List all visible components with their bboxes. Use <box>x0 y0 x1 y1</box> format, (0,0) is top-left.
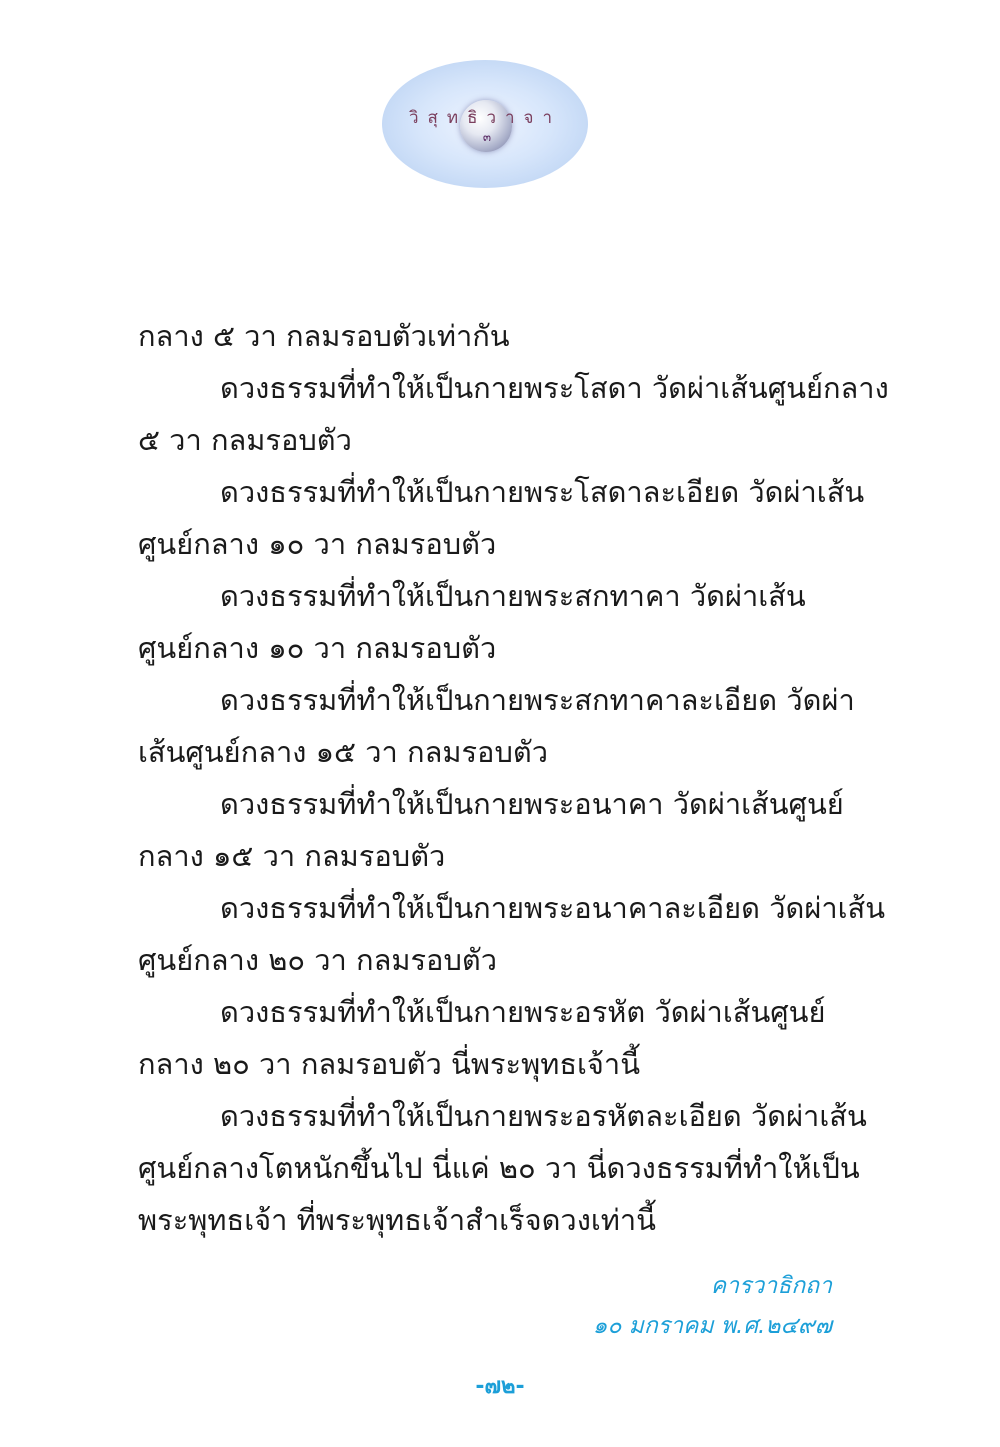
body-text <box>138 310 889 1246</box>
signature-title: คารวาธิกถา <box>710 1273 832 1299</box>
text-line: เส้นศูนย์กลาง ๑๕ วา กลมรอบตัว <box>138 735 548 769</box>
text-line: กลาง ๒๐ วา กลมรอบตัว นี่พระพุทธเจ้านี้ <box>138 1047 641 1081</box>
text-line: ดวงธรรมที่ทำให้เป็นกายพระอนาคา วัดผ่าเส้นศูนย์ <box>220 787 844 821</box>
logo-mark: ๓ <box>482 130 492 144</box>
text-line: ดวงธรรมที่ทำให้เป็นกายพระสกทาคา วัดผ่าเส้น <box>220 579 806 613</box>
text-line: ดวงธรรมที่ทำให้เป็นกายพระโสดาละเอียด วัดผ่าเส้น <box>220 475 865 509</box>
text-line: ศูนย์กลาง ๑๐ วา กลมรอบตัว <box>138 631 497 665</box>
text-line: ศูนย์กลาง ๒๐ วา กลมรอบตัว <box>138 943 498 977</box>
page-number: -๗๒- <box>475 1374 525 1399</box>
text-line: กลาง ๕ วา กลมรอบตัวเท่ากัน <box>138 319 510 353</box>
text-line: กลาง ๑๕ วา กลมรอบตัว <box>138 839 446 873</box>
text-line: ดวงธรรมที่ทำให้เป็นกายพระอนาคาละเอียด วัดผ่าเส้น <box>220 891 886 925</box>
header-logo <box>382 60 588 188</box>
text-line: ศูนย์กลาง ๑๐ วา กลมรอบตัว <box>138 527 497 561</box>
text-line: ดวงธรรมที่ทำให้เป็นกายพระโสดา วัดผ่าเส้นศูนย์กลาง <box>220 371 889 405</box>
text-line: ศูนย์กลางโตหนักขึ้นไป นี่แค่ ๒๐ วา นี่ดวงธรรมที่ทำให้เป็น <box>138 1151 860 1185</box>
text-line: ดวงธรรมที่ทำให้เป็นกายพระสกทาคาละเอียด วัดผ่า <box>220 683 855 717</box>
text-line: ดวงธรรมที่ทำให้เป็นกายพระอรหัตละเอียด วัดผ่าเส้น <box>220 1099 867 1133</box>
signature-date: ๑๐ มกราคม พ.ศ.๒๔๙๗ <box>592 1313 832 1339</box>
text-line: ๕ วา กลมรอบตัว <box>138 423 352 457</box>
text-line: ดวงธรรมที่ทำให้เป็นกายพระอรหัต วัดผ่าเส้นศูนย์ <box>220 995 826 1029</box>
logo-title: วิสุทธิวาจา <box>408 108 562 128</box>
text-line: พระพุทธเจ้า ที่พระพุทธเจ้าสำเร็จดวงเท่านี้ <box>138 1203 656 1237</box>
